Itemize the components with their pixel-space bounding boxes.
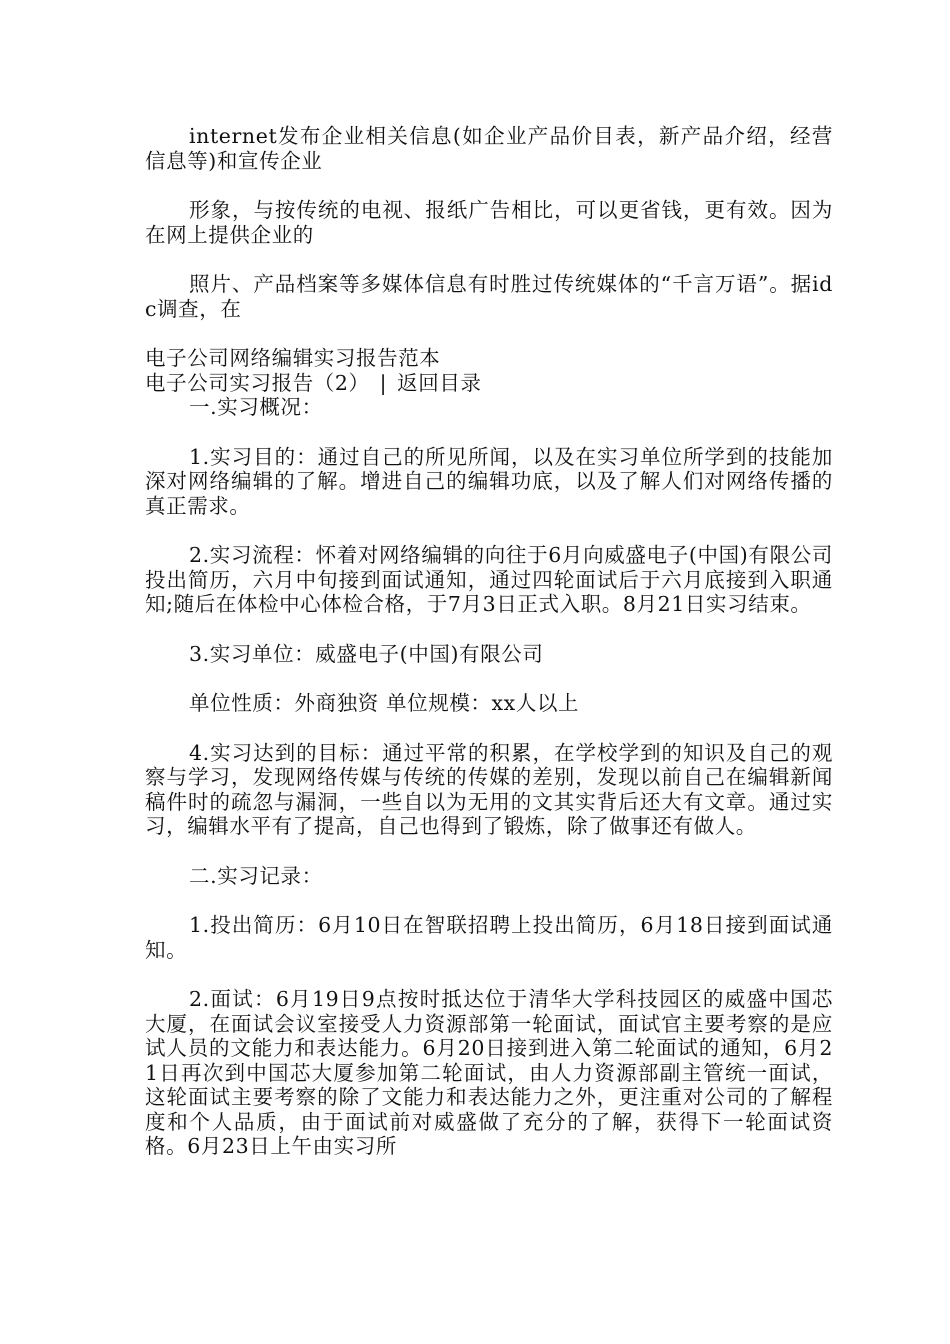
- paragraph-company-nature: 单位性质：外商独资 单位规模：xx人以上: [189, 691, 580, 715]
- report-subtitle-line: [145, 371, 833, 396]
- paragraph-company: 3.实习单位：威盛电子(中国)有限公司: [189, 641, 544, 666]
- document-page: [145, 124, 833, 1159]
- back-to-contents-link[interactable]: 返回目录: [397, 370, 482, 395]
- paragraph-intro-2: 形象，与按传统的电视、报纸广告相比，可以更省钱，更有效。因为在网上提供企业的: [145, 198, 833, 247]
- paragraph-process: 2.实习流程：怀着对网络编辑的向往于6月向威盛电子(中国)有限公司投出简历，六月中旬接到面试通知，通过四轮面试后于六月底接到入职通知;随后在体检中心体检合格，于7月3日正式入职。8月21日实习结束。: [145, 543, 833, 616]
- paragraph-intro-1: internet发布企业相关信息(如企业产品价目表，新产品介绍，经营信息等)和宣传企业: [145, 124, 833, 173]
- separator: |: [379, 370, 388, 395]
- paragraph-goals: 4.实习达到的目标：通过平常的积累，在学校学到的知识及自己的观察与学习，发现网络传媒与传统的传媒的差别，发现以前自己在编辑新闻稿件时的疏忽与漏洞，一些自以为无用的文其实背后还大有文章。通过实习，编辑水平有了提高，自己也得到了锻炼，除了做事还有做人。: [145, 740, 833, 838]
- paragraph-resume: 1.投出简历：6月10日在智联招聘上投出简历，6月18日接到面试通知。: [145, 913, 833, 962]
- report-subtitle: 电子公司实习报告（2）: [145, 370, 370, 395]
- paragraph-purpose: 1.实习目的：通过自己的所见所闻，以及在实习单位所学到的技能加深对网络编辑的了解。增进自己的编辑功底，以及了解人们对网络传播的真正需求。: [145, 444, 833, 518]
- document-title: 电子公司网络编辑实习报告范本: [145, 346, 441, 370]
- section-heading-records: 二.实习记录：: [189, 863, 323, 888]
- section-heading-overview: 一.实习概况：: [189, 395, 323, 419]
- paragraph-interview: 2.面试：6月19日9点按时抵达位于清华大学科技园区的威盛中国芯大厦，在面试会议室接受人力资源部第一轮面试，面试官主要考察的是应试人员的文能力和表达能力。6月20日接到进入第二轮面试的通知，6月21日再次到中国芯大厦参加第二轮面试，由人力资源部副主管统一面试，这轮面试主要考察的除了文能力和表达能力之外，更注重对公司的了解程度和个人品质，由于面试前对威盛做了充分的了解，获得下一轮面试资格。6月23日上午由实习所: [145, 987, 833, 1158]
- paragraph-intro-3: 照片、产品档案等多媒体信息有时胜过传统媒体的“千言万语”。据idc调查，在: [145, 272, 833, 321]
